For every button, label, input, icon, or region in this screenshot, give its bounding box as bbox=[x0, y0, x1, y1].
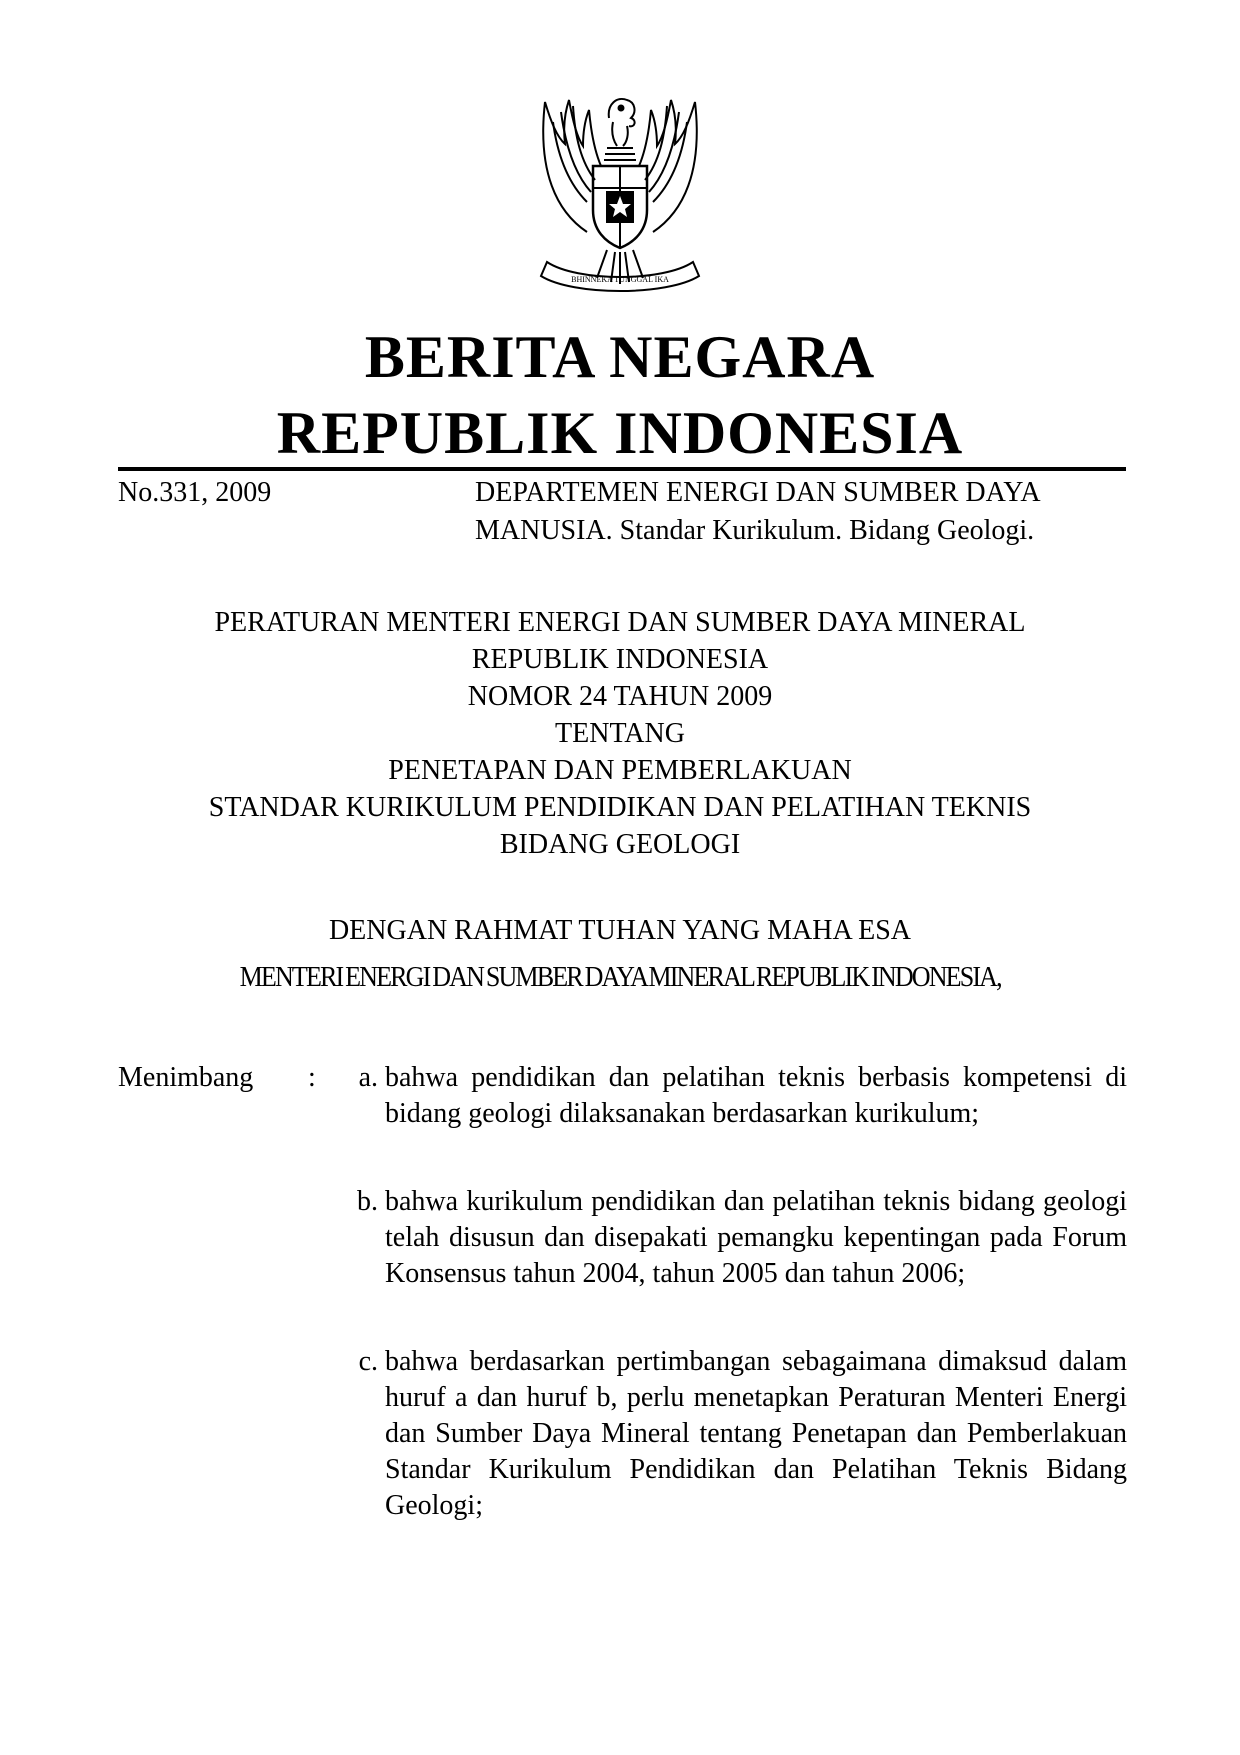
preamble-line1: DENGAN RAHMAT TUHAN YANG MAHA ESA bbox=[328, 915, 912, 946]
considering-item-a: bahwa pendidikan dan pelatihan teknis berbasis kompetensi di bidang geologi dilaksanakan berdasarkan kurikulum; bbox=[385, 1062, 1127, 1129]
department-line2: MANUSIA. Standar Kurikulum. Bidang Geologi. bbox=[475, 515, 1035, 546]
title-line1: PERATURAN MENTERI ENERGI DAN SUMBER DAYA MINERAL bbox=[214, 607, 1026, 638]
preamble bbox=[100, 912, 1140, 996]
svg-text:BHINNEKA TUNGGAL IKA: BHINNEKA TUNGGAL IKA bbox=[571, 275, 669, 284]
item-letter-c: c. bbox=[358, 1346, 378, 1377]
considering-colon: : bbox=[308, 1062, 316, 1093]
preamble-line2-wrap bbox=[100, 959, 1140, 996]
considering-item-c: bahwa berdasarkan pertimbangan sebagaimana dimaksud dalam huruf a dan huruf b, perlu menetapkan Peraturan Menteri Energi dan Sumber Daya Mineral tentang Penetapan dan Pemberlakuan Standar Kurikulum Pendidikan dan Pelatihan Teknis Bidang Geologi; bbox=[385, 1346, 1127, 1521]
preamble-line2: MENTERI ENERGI DAN SUMBER DAYA MINERAL REPUBLIK INDONESIA, bbox=[239, 962, 1001, 993]
title-line5: PENETAPAN DAN PEMBERLAKUAN bbox=[388, 755, 852, 786]
garuda-emblem-icon bbox=[517, 82, 723, 300]
item-letter-a: a. bbox=[358, 1062, 378, 1093]
title-line4: TENTANG bbox=[555, 718, 685, 749]
masthead-title-line2: REPUBLIK INDONESIA bbox=[276, 400, 964, 466]
masthead-title-line1: BERITA NEGARA bbox=[364, 324, 876, 390]
title-line3: NOMOR 24 TAHUN 2009 bbox=[467, 681, 773, 712]
considering-item-b: bahwa kurikulum pendidikan dan pelatihan teknis bidang geologi telah disusun dan disepakati pemangku kepentingan pada Forum Konsensus tahun 2004, tahun 2005 dan tahun 2006; bbox=[385, 1186, 1127, 1289]
title-line7: BIDANG GEOLOGI bbox=[499, 829, 741, 860]
department-line1: DEPARTEMEN ENERGI DAN SUMBER DAYA bbox=[475, 477, 1041, 508]
title-line6: STANDAR KURIKULUM PENDIDIKAN DAN PELATIHAN TEKNIS bbox=[208, 792, 1032, 823]
gazette-number: No.331, 2009 bbox=[118, 477, 272, 508]
considering-label: Menimbang bbox=[118, 1062, 254, 1093]
masthead-rule bbox=[118, 467, 1126, 471]
title-line2: REPUBLIK INDONESIA bbox=[471, 644, 769, 675]
department-summary bbox=[475, 474, 1130, 550]
regulation-title bbox=[100, 604, 1140, 863]
item-letter-b: b. bbox=[357, 1186, 378, 1217]
